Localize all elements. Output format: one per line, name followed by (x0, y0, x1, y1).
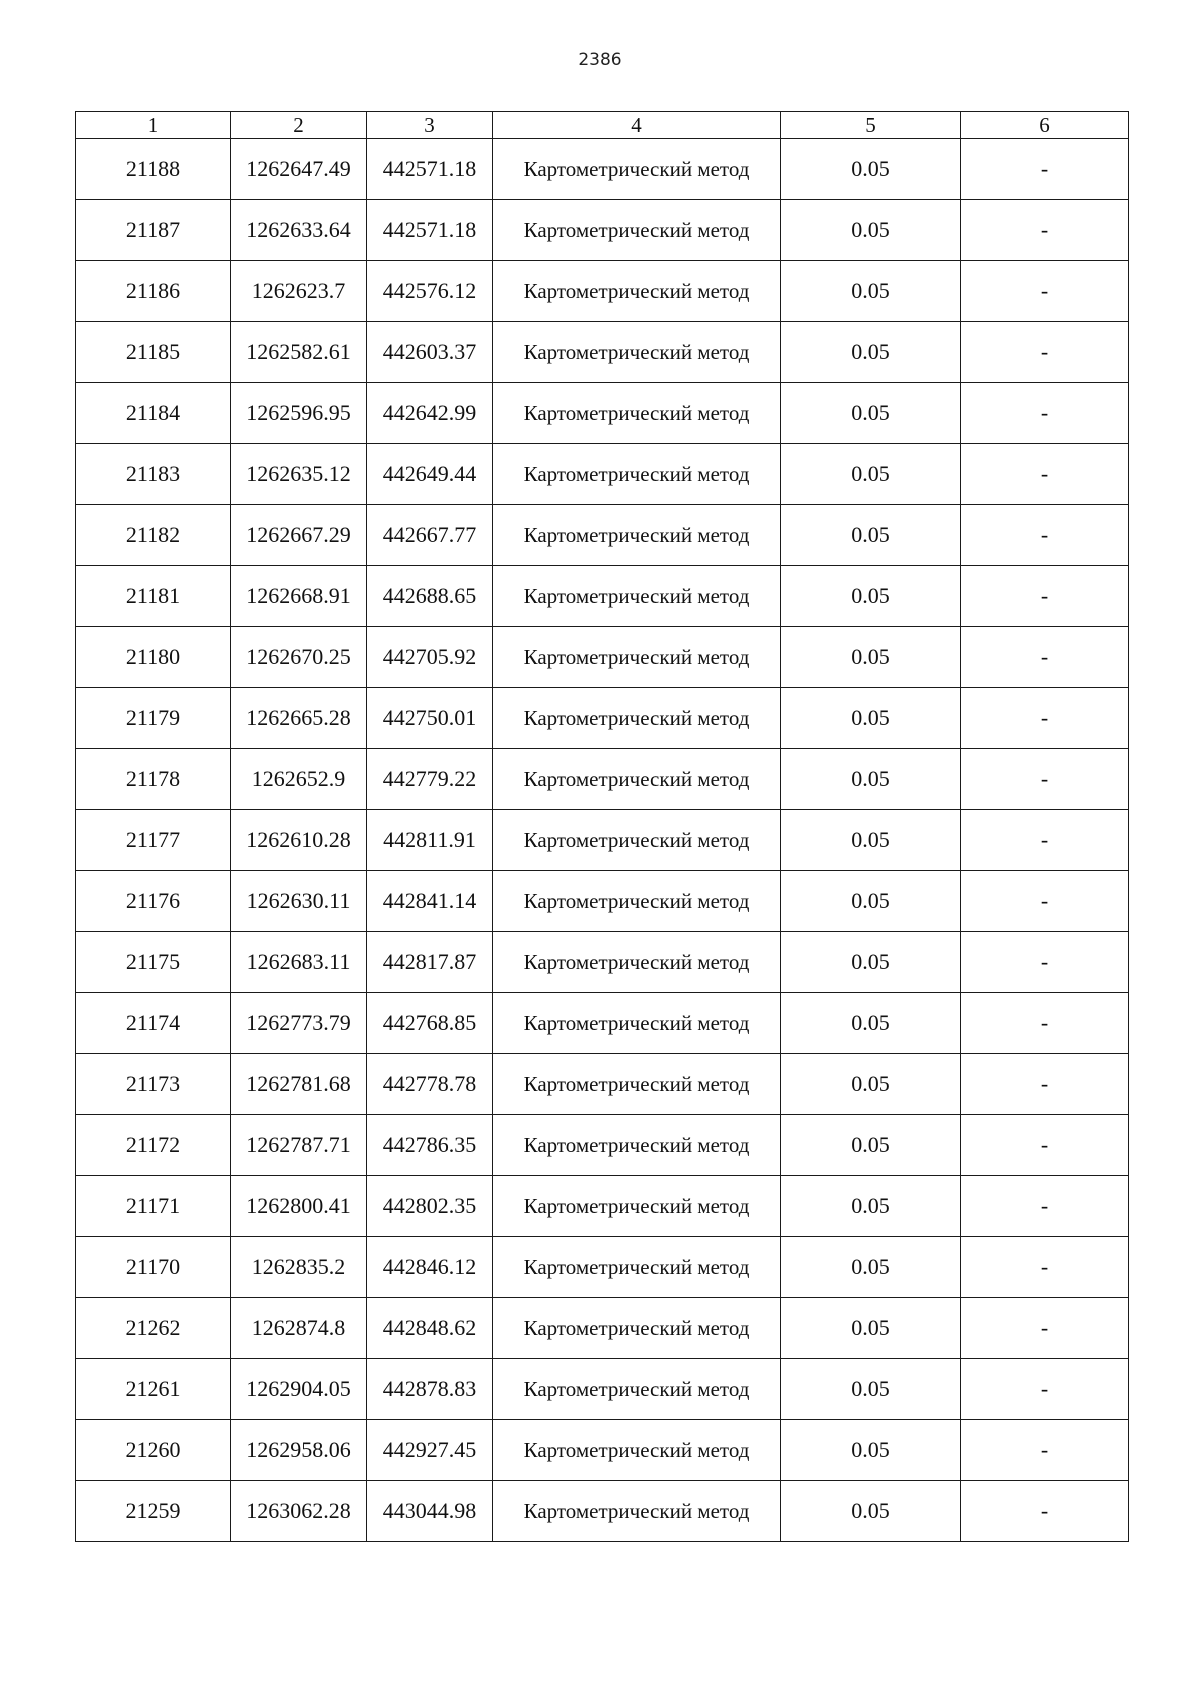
cell-method: Картометрический метод (493, 871, 781, 932)
cell-y-coordinate: 442817.87 (367, 932, 493, 993)
table-row (76, 810, 1129, 871)
cell-x-coordinate: 1262670.25 (231, 627, 367, 688)
cell-method: Картометрический метод (493, 688, 781, 749)
cell-y-coordinate: 442688.65 (367, 566, 493, 627)
cell-method: Картометрический метод (493, 566, 781, 627)
cell-description: - (961, 1481, 1129, 1542)
cell-method: Картометрический метод (493, 322, 781, 383)
table-row (76, 932, 1129, 993)
table-row (76, 688, 1129, 749)
table-row (76, 1115, 1129, 1176)
cell-accuracy: 0.05 (781, 749, 961, 810)
cell-method: Картометрический метод (493, 993, 781, 1054)
cell-point-number: 21175 (76, 932, 231, 993)
cell-accuracy: 0.05 (781, 505, 961, 566)
cell-point-number: 21180 (76, 627, 231, 688)
cell-accuracy: 0.05 (781, 871, 961, 932)
table-row (76, 1054, 1129, 1115)
table-row (76, 261, 1129, 322)
cell-accuracy: 0.05 (781, 993, 961, 1054)
cell-point-number: 21184 (76, 383, 231, 444)
cell-x-coordinate: 1262582.61 (231, 322, 367, 383)
cell-method: Картометрический метод (493, 1237, 781, 1298)
cell-description: - (961, 261, 1129, 322)
table-row (76, 871, 1129, 932)
cell-accuracy: 0.05 (781, 1054, 961, 1115)
page-number: 2386 (578, 50, 622, 70)
cell-y-coordinate: 442778.78 (367, 1054, 493, 1115)
cell-method: Картометрический метод (493, 810, 781, 871)
column-header-x-coordinate: 2 (231, 112, 367, 139)
table-row (76, 383, 1129, 444)
cell-method: Картометрический метод (493, 1054, 781, 1115)
table-row (76, 1298, 1129, 1359)
table-row (76, 1481, 1129, 1542)
cell-point-number: 21170 (76, 1237, 231, 1298)
cell-x-coordinate: 1262668.91 (231, 566, 367, 627)
cell-x-coordinate: 1262781.68 (231, 1054, 367, 1115)
table-row (76, 1359, 1129, 1420)
column-header-accuracy: 5 (781, 112, 961, 139)
column-header-point-number: 1 (76, 112, 231, 139)
table-body (76, 139, 1129, 1542)
cell-y-coordinate: 442878.83 (367, 1359, 493, 1420)
cell-method: Картометрический метод (493, 1420, 781, 1481)
table-row (76, 200, 1129, 261)
cell-y-coordinate: 442768.85 (367, 993, 493, 1054)
cell-accuracy: 0.05 (781, 200, 961, 261)
cell-y-coordinate: 442571.18 (367, 139, 493, 200)
table-row (76, 1420, 1129, 1481)
cell-x-coordinate: 1262787.71 (231, 1115, 367, 1176)
cell-accuracy: 0.05 (781, 261, 961, 322)
cell-accuracy: 0.05 (781, 1359, 961, 1420)
cell-accuracy: 0.05 (781, 1176, 961, 1237)
cell-accuracy: 0.05 (781, 1481, 961, 1542)
cell-description: - (961, 1237, 1129, 1298)
cell-description: - (961, 810, 1129, 871)
cell-y-coordinate: 442802.35 (367, 1176, 493, 1237)
cell-description: - (961, 566, 1129, 627)
cell-description: - (961, 1054, 1129, 1115)
cell-accuracy: 0.05 (781, 932, 961, 993)
cell-y-coordinate: 442779.22 (367, 749, 493, 810)
cell-description: - (961, 1176, 1129, 1237)
cell-y-coordinate: 442705.92 (367, 627, 493, 688)
cell-description: - (961, 932, 1129, 993)
cell-y-coordinate: 442811.91 (367, 810, 493, 871)
cell-method: Картометрический метод (493, 1176, 781, 1237)
cell-method: Картометрический метод (493, 261, 781, 322)
coordinates-table (75, 111, 1129, 1542)
cell-description: - (961, 200, 1129, 261)
cell-description: - (961, 1298, 1129, 1359)
table-row (76, 1237, 1129, 1298)
cell-accuracy: 0.05 (781, 627, 961, 688)
cell-x-coordinate: 1262647.49 (231, 139, 367, 200)
cell-method: Картометрический метод (493, 932, 781, 993)
cell-y-coordinate: 442786.35 (367, 1115, 493, 1176)
cell-description: - (961, 993, 1129, 1054)
cell-point-number: 21186 (76, 261, 231, 322)
cell-accuracy: 0.05 (781, 444, 961, 505)
cell-x-coordinate: 1262874.8 (231, 1298, 367, 1359)
table-row (76, 139, 1129, 200)
cell-y-coordinate: 442846.12 (367, 1237, 493, 1298)
cell-y-coordinate: 442750.01 (367, 688, 493, 749)
cell-point-number: 21176 (76, 871, 231, 932)
cell-y-coordinate: 442649.44 (367, 444, 493, 505)
cell-method: Картометрический метод (493, 505, 781, 566)
cell-x-coordinate: 1262665.28 (231, 688, 367, 749)
cell-x-coordinate: 1262667.29 (231, 505, 367, 566)
cell-point-number: 21185 (76, 322, 231, 383)
cell-x-coordinate: 1262683.11 (231, 932, 367, 993)
cell-x-coordinate: 1262958.06 (231, 1420, 367, 1481)
cell-description: - (961, 627, 1129, 688)
cell-description: - (961, 1420, 1129, 1481)
cell-method: Картометрический метод (493, 1298, 781, 1359)
cell-point-number: 21260 (76, 1420, 231, 1481)
column-header-method: 4 (493, 112, 781, 139)
table-row (76, 993, 1129, 1054)
cell-method: Картометрический метод (493, 139, 781, 200)
cell-point-number: 21183 (76, 444, 231, 505)
cell-accuracy: 0.05 (781, 688, 961, 749)
cell-point-number: 21259 (76, 1481, 231, 1542)
cell-point-number: 21182 (76, 505, 231, 566)
cell-method: Картометрический метод (493, 749, 781, 810)
cell-point-number: 21172 (76, 1115, 231, 1176)
cell-y-coordinate: 442603.37 (367, 322, 493, 383)
cell-y-coordinate: 442642.99 (367, 383, 493, 444)
cell-method: Картометрический метод (493, 627, 781, 688)
cell-description: - (961, 444, 1129, 505)
cell-description: - (961, 871, 1129, 932)
cell-x-coordinate: 1262800.41 (231, 1176, 367, 1237)
cell-accuracy: 0.05 (781, 1420, 961, 1481)
cell-point-number: 21177 (76, 810, 231, 871)
cell-x-coordinate: 1262610.28 (231, 810, 367, 871)
cell-y-coordinate: 442841.14 (367, 871, 493, 932)
cell-accuracy: 0.05 (781, 383, 961, 444)
cell-x-coordinate: 1262630.11 (231, 871, 367, 932)
cell-method: Картометрический метод (493, 444, 781, 505)
cell-point-number: 21174 (76, 993, 231, 1054)
cell-y-coordinate: 442667.77 (367, 505, 493, 566)
cell-description: - (961, 322, 1129, 383)
cell-point-number: 21181 (76, 566, 231, 627)
table-header-row (76, 112, 1129, 139)
cell-method: Картометрический метод (493, 200, 781, 261)
cell-accuracy: 0.05 (781, 1237, 961, 1298)
table-row (76, 627, 1129, 688)
cell-description: - (961, 1359, 1129, 1420)
cell-y-coordinate: 443044.98 (367, 1481, 493, 1542)
table-row (76, 1176, 1129, 1237)
cell-x-coordinate: 1262835.2 (231, 1237, 367, 1298)
cell-y-coordinate: 442576.12 (367, 261, 493, 322)
cell-point-number: 21173 (76, 1054, 231, 1115)
cell-description: - (961, 1115, 1129, 1176)
table-row (76, 322, 1129, 383)
cell-point-number: 21179 (76, 688, 231, 749)
cell-x-coordinate: 1262596.95 (231, 383, 367, 444)
cell-y-coordinate: 442848.62 (367, 1298, 493, 1359)
cell-method: Картометрический метод (493, 1481, 781, 1542)
table-row (76, 749, 1129, 810)
cell-accuracy: 0.05 (781, 1298, 961, 1359)
cell-method: Картометрический метод (493, 383, 781, 444)
cell-accuracy: 0.05 (781, 566, 961, 627)
cell-y-coordinate: 442571.18 (367, 200, 493, 261)
cell-accuracy: 0.05 (781, 810, 961, 871)
table-row (76, 444, 1129, 505)
cell-x-coordinate: 1263062.28 (231, 1481, 367, 1542)
cell-x-coordinate: 1262904.05 (231, 1359, 367, 1420)
cell-x-coordinate: 1262635.12 (231, 444, 367, 505)
cell-accuracy: 0.05 (781, 1115, 961, 1176)
cell-description: - (961, 505, 1129, 566)
cell-point-number: 21188 (76, 139, 231, 200)
cell-description: - (961, 383, 1129, 444)
cell-x-coordinate: 1262652.9 (231, 749, 367, 810)
cell-description: - (961, 749, 1129, 810)
cell-point-number: 21261 (76, 1359, 231, 1420)
cell-point-number: 21187 (76, 200, 231, 261)
cell-x-coordinate: 1262633.64 (231, 200, 367, 261)
cell-x-coordinate: 1262623.7 (231, 261, 367, 322)
cell-description: - (961, 139, 1129, 200)
cell-accuracy: 0.05 (781, 322, 961, 383)
table-row (76, 505, 1129, 566)
cell-description: - (961, 688, 1129, 749)
table-row (76, 566, 1129, 627)
cell-point-number: 21262 (76, 1298, 231, 1359)
cell-accuracy: 0.05 (781, 139, 961, 200)
cell-method: Картометрический метод (493, 1115, 781, 1176)
column-header-y-coordinate: 3 (367, 112, 493, 139)
column-header-description: 6 (961, 112, 1129, 139)
cell-point-number: 21171 (76, 1176, 231, 1237)
cell-method: Картометрический метод (493, 1359, 781, 1420)
cell-point-number: 21178 (76, 749, 231, 810)
cell-x-coordinate: 1262773.79 (231, 993, 367, 1054)
cell-y-coordinate: 442927.45 (367, 1420, 493, 1481)
